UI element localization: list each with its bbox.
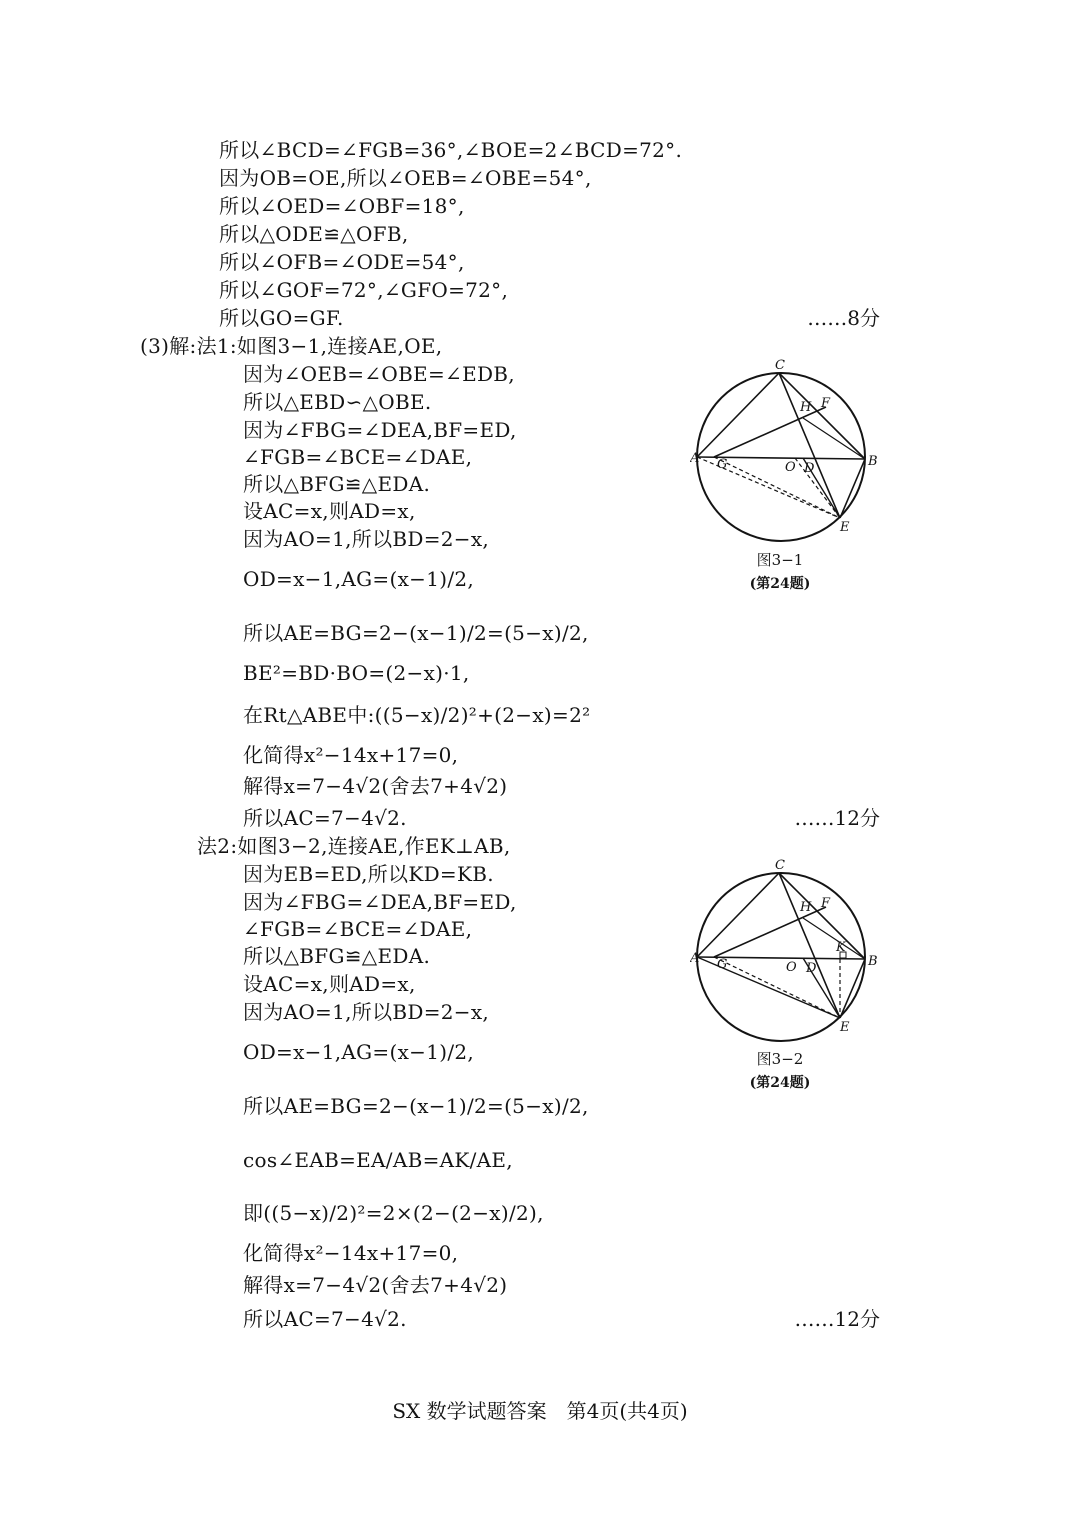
label-e: E (840, 1020, 850, 1035)
label-c: C (775, 358, 785, 373)
label-h: H (800, 900, 812, 915)
figure-3-1 (690, 355, 890, 545)
solution-line: ∠FGB=∠BCE=∠DAE, (243, 917, 473, 941)
score-marker: ……12分 (794, 806, 880, 830)
solution-line: 所以∠BCD=∠FGB=36°,∠BOE=2∠BCD=72°. (219, 138, 683, 162)
label-f: F (821, 396, 831, 411)
solution-line: 因为∠FBG=∠DEA,BF=ED, (243, 890, 517, 914)
figure-3-2-caption: 图3−2 (756, 1050, 804, 1068)
figure-3-1-subcaption: (第24题) (749, 576, 811, 592)
solution-line: 所以∠OED=∠OBF=18°, (219, 194, 465, 218)
label-a: A (690, 951, 700, 966)
solution-line: 所以GO=GF. (219, 306, 344, 330)
solution-line: 设AC=x,则AD=x, (243, 499, 416, 523)
segment-oe-dashed (795, 458, 840, 518)
score-marker: ……8分 (807, 306, 880, 330)
solution-line: 因为OB=OE,所以∠OEB=∠OBE=54°, (219, 166, 592, 190)
label-g: G (717, 957, 728, 972)
segment-be (840, 459, 865, 518)
label-k: K (836, 940, 846, 955)
solution-line: 所以AE=BG=2−(x−1)/2=(5−x)/2, (243, 621, 589, 645)
solution-line: 法2:如图3−2,连接AE,作EK⊥AB, (197, 834, 511, 858)
solution-line: 因为∠OEB=∠OBE=∠EDB, (243, 362, 515, 386)
figure-3-2-subcaption: (第24题) (749, 1075, 811, 1091)
solution-line: 解得x=7−4√2(舍去7+4√2) (243, 774, 508, 798)
solution-line: BE²=BD·BO=(2−x)·1, (243, 661, 470, 685)
label-h: H (800, 400, 812, 415)
solution-line: 所以△ODE≌△OFB, (219, 222, 409, 246)
label-b: B (868, 454, 878, 469)
solution-line: 因为AO=1,所以BD=2−x, (243, 1000, 490, 1024)
label-d: D (806, 961, 817, 976)
figure-3-2 (690, 855, 890, 1045)
label-a: A (690, 451, 700, 466)
label-f: F (821, 896, 831, 911)
label-b: B (868, 954, 878, 969)
figure-3-1-caption: 图3−1 (756, 551, 804, 569)
solution-line: (3)解:法1:如图3−1,连接AE,OE, (140, 334, 443, 358)
solution-line: 即((5−x)/2)²=2×(2−(2−x)/2), (243, 1201, 544, 1225)
label-d: D (804, 461, 815, 476)
label-o: O (786, 960, 797, 975)
solution-line: 因为EB=ED,所以KD=KB. (243, 862, 494, 886)
label-o: O (785, 460, 796, 475)
solution-line: 设AC=x,则AD=x, (243, 972, 416, 996)
figure-3-1-diagram (690, 355, 890, 545)
solution-line: ∠FGB=∠BCE=∠DAE, (243, 445, 473, 469)
solution-line: 所以AC=7−4√2. (243, 806, 407, 830)
solution-line: 因为∠FBG=∠DEA,BF=ED, (243, 418, 517, 442)
solution-line: cos∠EAB=EA/AB=AK/AE, (243, 1148, 513, 1172)
solution-line: 所以△BFG≌△EDA. (243, 472, 431, 496)
solution-line: 因为AO=1,所以BD=2−x, (243, 527, 490, 551)
label-c: C (775, 858, 785, 873)
segment-cb (779, 373, 865, 459)
label-g: G (717, 457, 728, 472)
segment-cb (779, 873, 865, 959)
solution-line: 所以AE=BG=2−(x−1)/2=(5−x)/2, (243, 1094, 589, 1118)
solution-line: 在Rt△ABE中:((5−x)/2)²+(2−x)=2² (243, 703, 591, 727)
label-e: E (840, 520, 850, 535)
solution-line: 所以AC=7−4√2. (243, 1307, 407, 1331)
score-marker: ……12分 (794, 1307, 880, 1331)
solution-line: 化简得x²−14x+17=0, (243, 743, 459, 767)
solution-line: 所以△BFG≌△EDA. (243, 944, 431, 968)
solution-line: 解得x=7−4√2(舍去7+4√2) (243, 1273, 508, 1297)
solution-line: OD=x−1,AG=(x−1)/2, (243, 1040, 475, 1064)
solution-line: 所以△EBD∽△OBE. (243, 390, 432, 414)
solution-line: 化简得x²−14x+17=0, (243, 1241, 459, 1265)
page-footer: SX 数学试题答案 第4页(共4页) (392, 1399, 688, 1423)
figure-3-2-diagram (690, 855, 890, 1045)
solution-line: 所以∠OFB=∠ODE=54°, (219, 250, 465, 274)
solution-line: 所以∠GOF=72°,∠GFO=72°, (219, 278, 509, 302)
solution-line: OD=x−1,AG=(x−1)/2, (243, 567, 475, 591)
segment-be (840, 959, 865, 1018)
